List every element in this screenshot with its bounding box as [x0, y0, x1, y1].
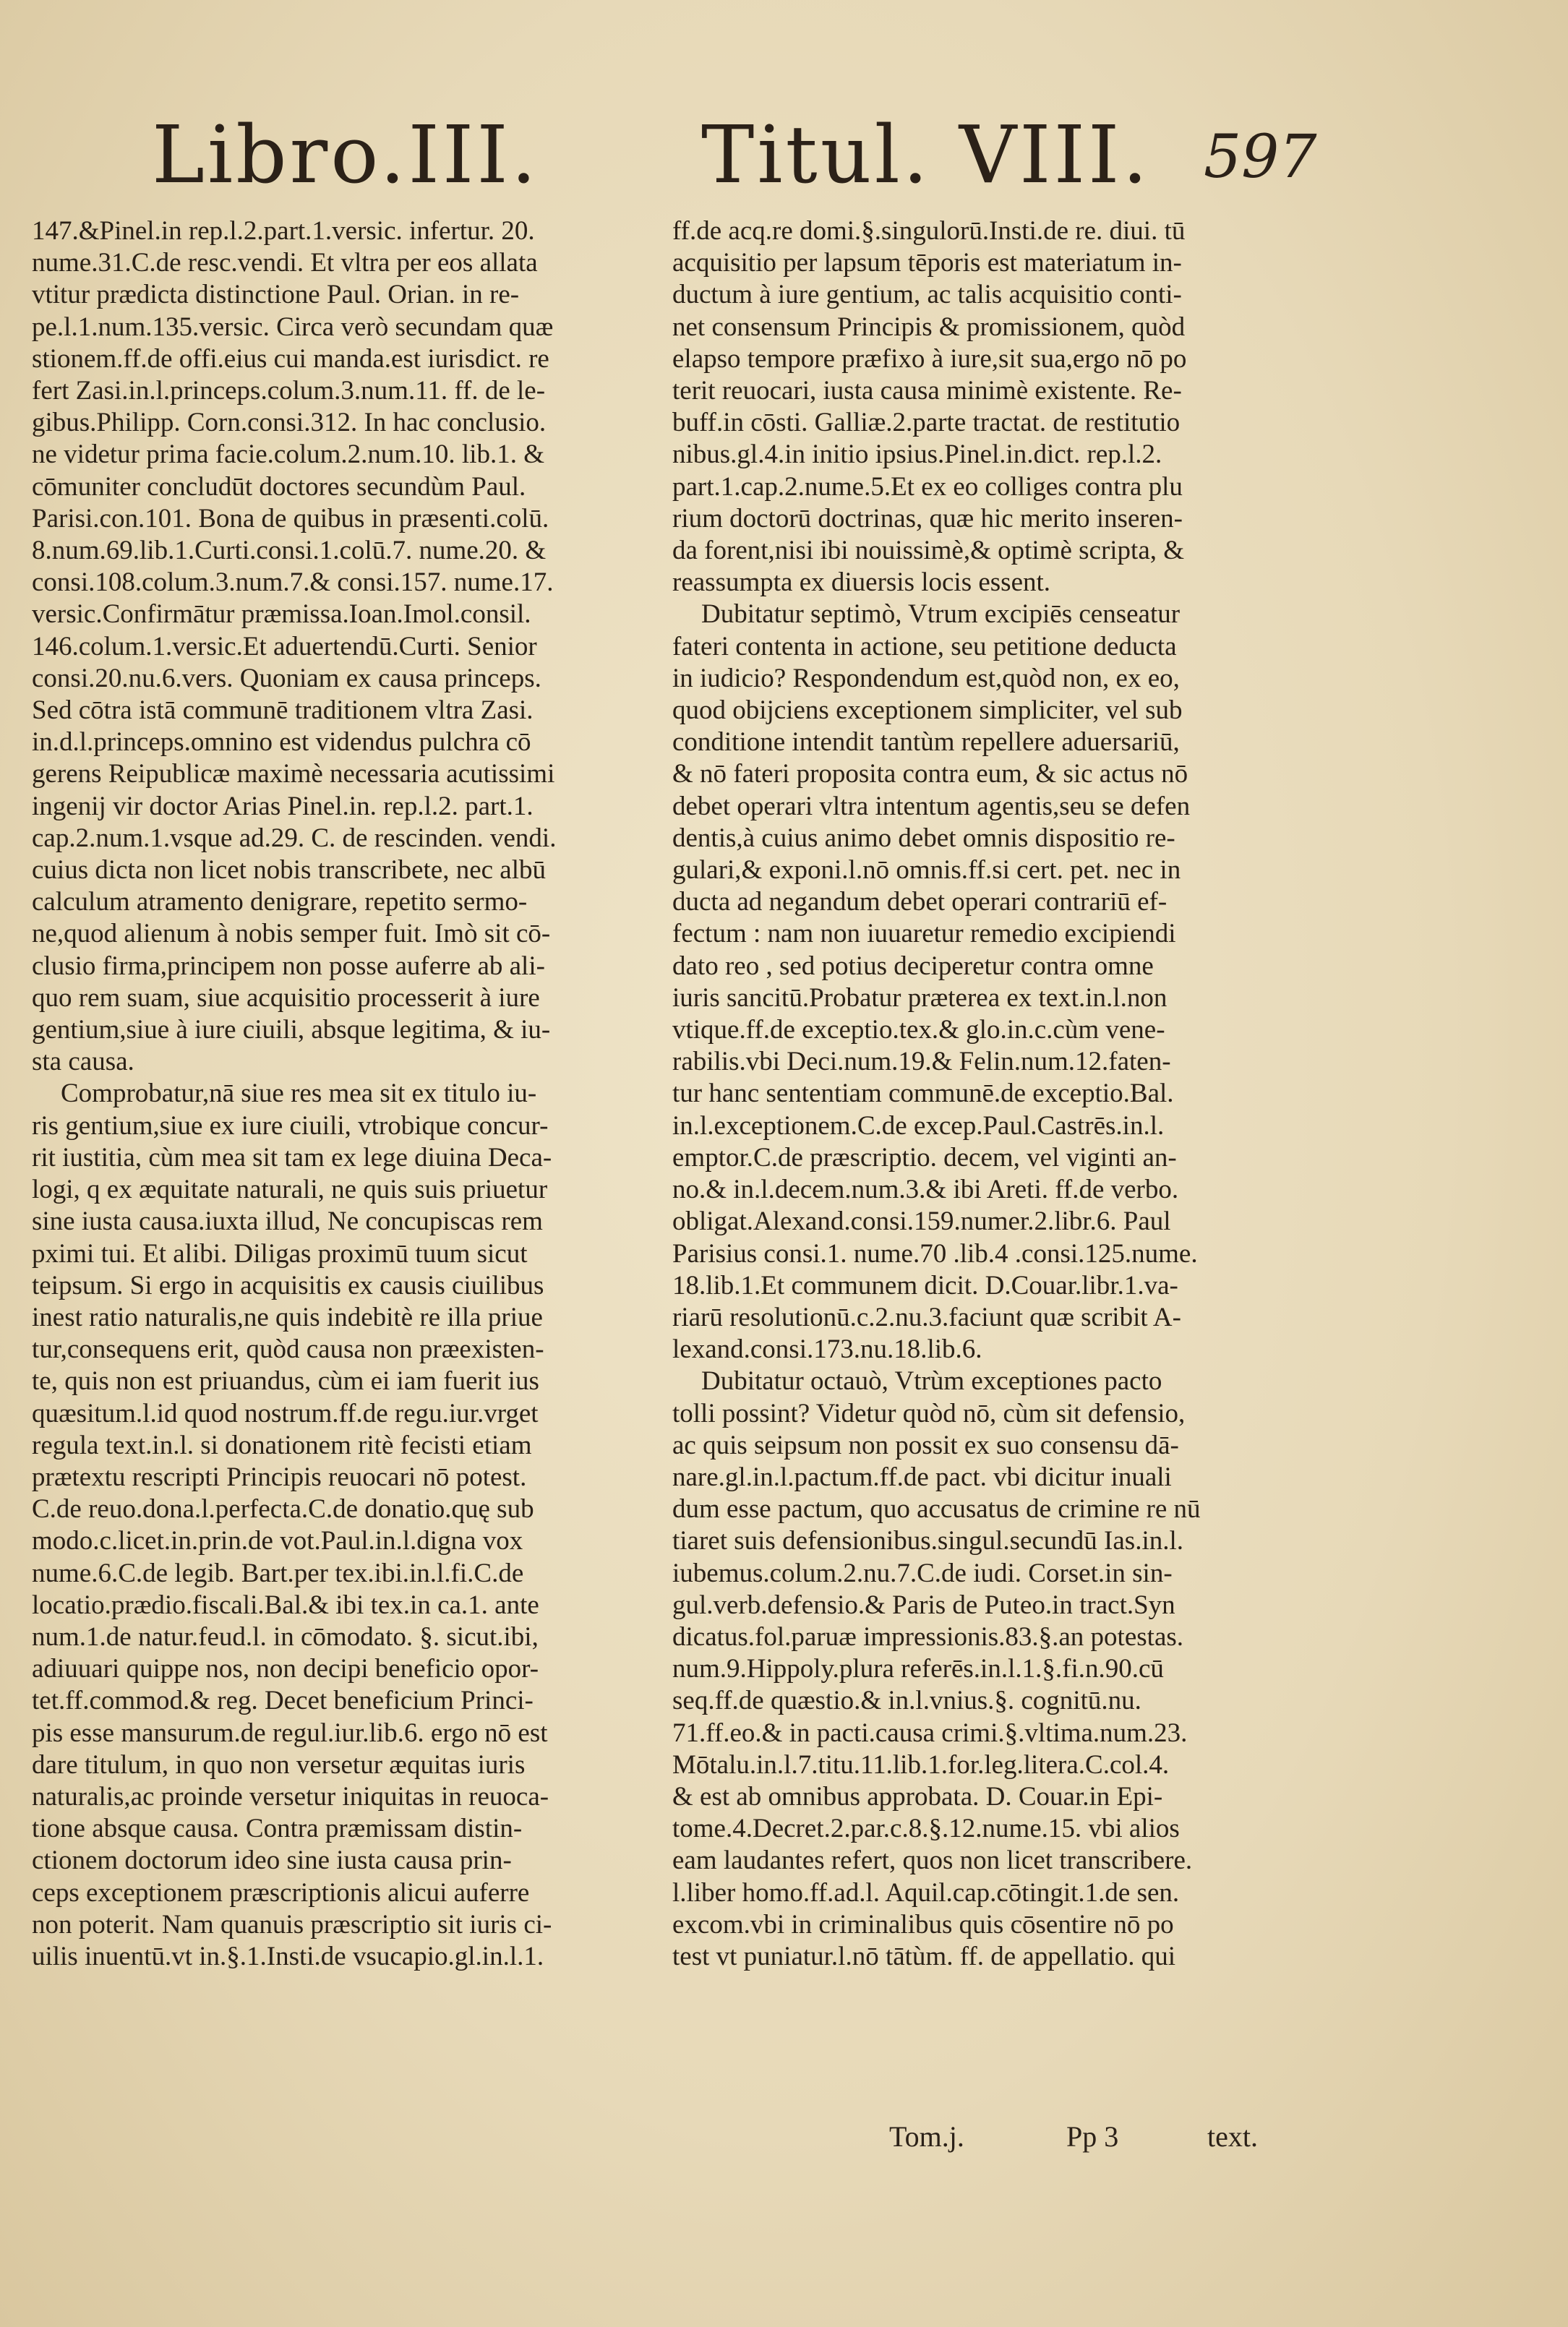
text-line: dum esse pactum, quo accusatus de crimine re nū: [672, 1494, 1201, 1525]
text-line: debet operari vltra intentum agentis,seu se defen: [672, 791, 1191, 821]
text-line: ne videtur prima facie.colum.2.num.10. lib.1. &: [32, 440, 544, 470]
text-line: ff.de acq.re domi.§.singulorū.Insti.de re. diui. tū: [672, 216, 1186, 246]
text-line: Parisius consi.1. nume.70 .lib.4 .consi.125.nume.: [672, 1238, 1198, 1269]
text-line: pe.l.1.num.135.versic. Circa verò secundam quæ: [32, 312, 554, 342]
text-line: & nō fateri proposita contra eum, & sic actus nō: [672, 759, 1188, 789]
volume-mark: Tom.j.: [889, 2120, 964, 2153]
text-line: excom.vbi in criminalibus quis cōsentire nō po: [672, 1909, 1174, 1940]
text-line: Parisi.con.101. Bona de quibus in præsenti.colū.: [32, 503, 549, 533]
text-line: tione absque causa. Contra præmissam distin-: [32, 1814, 523, 1844]
text-line: terit reuocari, iusta causa minimè existente. Re-: [672, 376, 1182, 406]
text-line: versic.Confirmātur præmissa.Ioan.Imol.consil.: [32, 599, 531, 630]
text-line: in.d.l.princeps.omnino est videndus pulchra cō: [32, 727, 531, 758]
text-line: no.& in.l.decem.num.3.& ibi Areti. ff.de verbo.: [672, 1175, 1179, 1205]
text-line: quod obijciens exceptionem simpliciter, vel sub: [672, 695, 1183, 726]
page-number: 597: [1204, 123, 1317, 192]
text-line: regula text.in.l. si donationem ritè fecisti etiam: [32, 1430, 532, 1460]
text-line: ceps exceptionem præscriptionis alicui auferre: [32, 1877, 530, 1908]
text-line: pis esse mansurum.de regul.iur.lib.6. ergo nō est: [32, 1718, 548, 1748]
text-line: net consensum Principis & promissionem, quòd: [672, 312, 1186, 342]
book-heading: Libro.III.: [152, 108, 539, 201]
text-line: Dubitatur septimò, Vtrum excipiēs censeatur: [701, 599, 1181, 630]
text-line: iuris sancitū.Probatur præterea ex text.in.l.non: [672, 982, 1168, 1013]
text-line: consi.20.nu.6.vers. Quoniam ex causa princeps.: [32, 663, 541, 693]
text-line: clusio firma,principem non posse auferre ab ali-: [32, 951, 545, 981]
text-line: tur,consequens erit, quòd causa non præexisten-: [32, 1334, 544, 1365]
running-header: [0, 108, 1568, 210]
text-line: dare titulum, in quo non versetur æquitas iuris: [32, 1749, 526, 1780]
text-line: num.9.Hippoly.plura referēs.in.l.1.§.fi.n.90.cū: [672, 1654, 1164, 1684]
text-line: te, quis non est priuandus, cùm ei iam fuerit ius: [32, 1366, 539, 1397]
text-line: logi, q ex æquitate naturali, ne quis suis priuetur: [32, 1175, 548, 1205]
text-line: ne,quod alienum à nobis semper fuit. Imò sit cō-: [32, 919, 551, 949]
text-line: eam laudantes refert, quos non licet transcribere.: [672, 1846, 1193, 1876]
text-line: nibus.gl.4.in initio ipsius.Pinel.in.dict. rep.l.2.: [672, 440, 1162, 470]
text-line: num.1.de natur.feud.l. in cōmodato. §. sicut.ibi,: [32, 1621, 539, 1652]
text-line: calculum atramento denigrare, repetito sermo-: [32, 887, 528, 917]
text-line: ducta ad negandum debet operari contrariū ef-: [672, 887, 1168, 917]
text-line: consi.108.colum.3.num.7.& consi.157. nume.17.: [32, 567, 554, 598]
text-line: vtitur prædicta distinctione Paul. Orian. in re-: [32, 280, 520, 310]
text-line: gentium,siue à iure ciuili, absque legitima, & iu-: [32, 1015, 551, 1045]
text-line: quæsitum.l.id quod nostrum.ff.de regu.iur.vrget: [32, 1398, 539, 1428]
text-line: non poterit. Nam quanuis præscriptio sit iuris ci-: [32, 1909, 552, 1940]
text-line: nume.31.C.de resc.vendi. Et vltra per eos allata: [32, 248, 538, 278]
text-line: tur hanc sententiam communē.de exceptio.Bal.: [672, 1079, 1174, 1109]
text-line: inest ratio naturalis,ne quis indebitè re illa priue: [32, 1302, 543, 1332]
text-line: seq.ff.de quæstio.& in.l.vnius.§. cognitū.nu.: [672, 1686, 1141, 1716]
catchword: text.: [1207, 2120, 1258, 2153]
text-line: Comprobatur,nā siue res mea sit ex titulo iu-: [61, 1079, 537, 1109]
text-line: tolli possint? Videtur quòd nō, cùm sit defensio,: [672, 1398, 1186, 1428]
right-text-column: [672, 215, 1293, 1973]
text-line: 71.ff.eo.& in pacti.causa crimi.§.vltima.num.23.: [672, 1718, 1188, 1748]
text-line: fateri contenta in actione, seu petitione deducta: [672, 631, 1177, 661]
text-line: elapso tempore præfixo à iure,sit sua,ergo nō po: [672, 343, 1187, 374]
text-line: ductum à iure gentium, ac talis acquisitio conti-: [672, 280, 1182, 310]
text-line: gul.verb.defensio.& Paris de Puteo.in tract.Syn: [672, 1590, 1175, 1620]
title-heading: Titul. VIII.: [701, 108, 1151, 201]
text-line: conditione intendit tantùm repellere aduersariū,: [672, 727, 1180, 758]
text-line: in iudicio? Respondendum est,quòd non, ex eo,: [672, 663, 1180, 693]
text-line: Dubitatur octauò, Vtrùm exceptiones pacto: [701, 1366, 1162, 1397]
text-line: cōmuniter concludūt doctores secundùm Paul.: [32, 471, 526, 502]
text-line: acquisitio per lapsum tēporis est materiatum in-: [672, 248, 1182, 278]
signature-mark: Pp 3: [1066, 2120, 1119, 2153]
text-line: in.l.exceptionem.C.de excep.Paul.Castrēs.in.l.: [672, 1110, 1165, 1141]
text-line: reassumpta ex diuersis locis essent.: [672, 567, 1051, 598]
text-line: stionem.ff.de offi.eius cui manda.est iurisdict. re: [32, 343, 549, 374]
text-line: Mōtalu.in.l.7.titu.11.lib.1.for.leg.litera.C.col.4.: [672, 1749, 1170, 1780]
text-line: prætextu rescripti Principis reuocari nō potest.: [32, 1462, 527, 1492]
text-line: obligat.Alexand.consi.159.numer.2.libr.6. Paul: [672, 1207, 1171, 1237]
text-line: rabilis.vbi Deci.num.19.& Felin.num.12.faten-: [672, 1047, 1171, 1077]
text-line: vtique.ff.de exceptio.tex.& glo.in.c.cùm vene-: [672, 1015, 1165, 1045]
text-line: adiuuari quippe nos, non decipi beneficio opor-: [32, 1654, 539, 1684]
text-line: buff.in cōsti. Galliæ.2.parte tractat. de restitutio: [672, 408, 1181, 438]
text-line: 147.&Pinel.in rep.l.2.part.1.versic. infertur. 20.: [32, 216, 535, 246]
text-line: test vt puniatur.l.nō tātùm. ff. de appellatio. qui: [672, 1941, 1176, 1971]
text-line: dentis,à cuius animo debet omnis dispositio re-: [672, 823, 1175, 853]
text-line: sine iusta causa.iuxta illud, Ne concupiscas rem: [32, 1207, 543, 1237]
text-line: da forent,nisi ibi nouissimè,& optimè scripta, &: [672, 536, 1185, 566]
text-line: part.1.cap.2.nume.5.Et ex eo colliges contra plu: [672, 471, 1183, 502]
text-line: riarū resolutionū.c.2.nu.3.faciunt quæ scribit A-: [672, 1302, 1181, 1332]
text-line: tiaret suis defensionibus.singul.secundū Ias.in.l.: [672, 1526, 1184, 1556]
text-line: ingenij vir doctor Arias Pinel.in. rep.l.2. part.1.: [32, 791, 534, 821]
left-text-column: [32, 215, 639, 1973]
text-line: rit iustitia, cùm mea sit tam ex lege diuina Deca-: [32, 1142, 552, 1173]
text-line: cuius dicta non licet nobis transcribete, nec albū: [32, 855, 546, 886]
text-line: sta causa.: [32, 1047, 134, 1077]
text-line: 8.num.69.lib.1.Curti.consi.1.colū.7. nume.20. &: [32, 536, 547, 566]
text-line: fert Zasi.in.l.princeps.colum.3.num.11. ff. de le-: [32, 376, 546, 406]
text-line: C.de reuo.dona.l.perfecta.C.de donatio.quę sub: [32, 1494, 534, 1525]
text-line: dicatus.fol.paruæ impressionis.83.§.an potestas.: [672, 1621, 1184, 1652]
page-footer: [0, 2120, 1568, 2163]
text-line: gerens Reipublicæ maximè necessaria acutissimi: [32, 759, 555, 789]
text-line: l.liber homo.ff.ad.l. Aquil.cap.cōtingit.1.de sen.: [672, 1877, 1180, 1908]
text-line: Sed cōtra istā communē traditionem vltra Zasi.: [32, 695, 534, 726]
text-line: iubemus.colum.2.nu.7.C.de iudi. Corset.in sin-: [672, 1558, 1173, 1588]
text-line: tome.4.Decret.2.par.c.8.§.12.nume.15. vbi alios: [672, 1814, 1180, 1844]
text-line: nume.6.C.de legib. Bart.per tex.ibi.in.l.fi.C.de: [32, 1558, 524, 1588]
text-line: gulari,& exponi.l.nō omnis.ff.si cert. pet. nec in: [672, 855, 1181, 886]
text-line: pximi tui. Et alibi. Diligas proximū tuum sicut: [32, 1238, 528, 1269]
text-line: lexand.consi.173.nu.18.lib.6.: [672, 1334, 982, 1365]
text-line: ctionem doctorum ideo sine iusta causa prin-: [32, 1846, 512, 1876]
text-line: rium doctorū doctrinas, quæ hic merito inseren-: [672, 503, 1183, 533]
text-line: naturalis,ac proinde versetur iniquitas in reuoca-: [32, 1781, 549, 1812]
text-line: uilis inuentū.vt in.§.1.Insti.de vsucapio.gl.in.l.1.: [32, 1941, 544, 1971]
text-line: & est ab omnibus approbata. D. Couar.in Epi-: [672, 1781, 1163, 1812]
text-line: teipsum. Si ergo in acquisitis ex causis ciuilibus: [32, 1270, 544, 1300]
text-line: locatio.prædio.fiscali.Bal.& ibi tex.in ca.1. ante: [32, 1590, 539, 1620]
text-line: gibus.Philipp. Corn.consi.312. In hac conclusio.: [32, 408, 547, 438]
text-line: emptor.C.de præscriptio. decem, vel viginti an-: [672, 1142, 1177, 1173]
text-line: 18.lib.1.Et communem dicit. D.Couar.libr.1.va-: [672, 1270, 1178, 1300]
text-line: 146.colum.1.versic.Et aduertendū.Curti. Senior: [32, 631, 537, 661]
text-line: ac quis seipsum non possit ex suo consensu dā-: [672, 1430, 1179, 1460]
text-line: modo.c.licet.in.prin.de vot.Paul.in.l.digna vox: [32, 1526, 523, 1556]
text-line: nare.gl.in.l.pactum.ff.de pact. vbi dicitur inuali: [672, 1462, 1172, 1492]
text-line: ris gentium,siue ex iure ciuili, vtrobique concur-: [32, 1110, 549, 1141]
text-line: fectum : nam non iuuaretur remedio excipiendi: [672, 919, 1176, 949]
text-line: cap.2.num.1.vsque ad.29. C. de rescinden. vendi.: [32, 823, 557, 853]
text-line: tet.ff.commod.& reg. Decet beneficium Princi-: [32, 1686, 534, 1716]
text-line: dato reo , sed potius deciperetur contra omne: [672, 951, 1154, 981]
text-line: quo rem suam, siue acquisitio processerit à iure: [32, 982, 540, 1013]
